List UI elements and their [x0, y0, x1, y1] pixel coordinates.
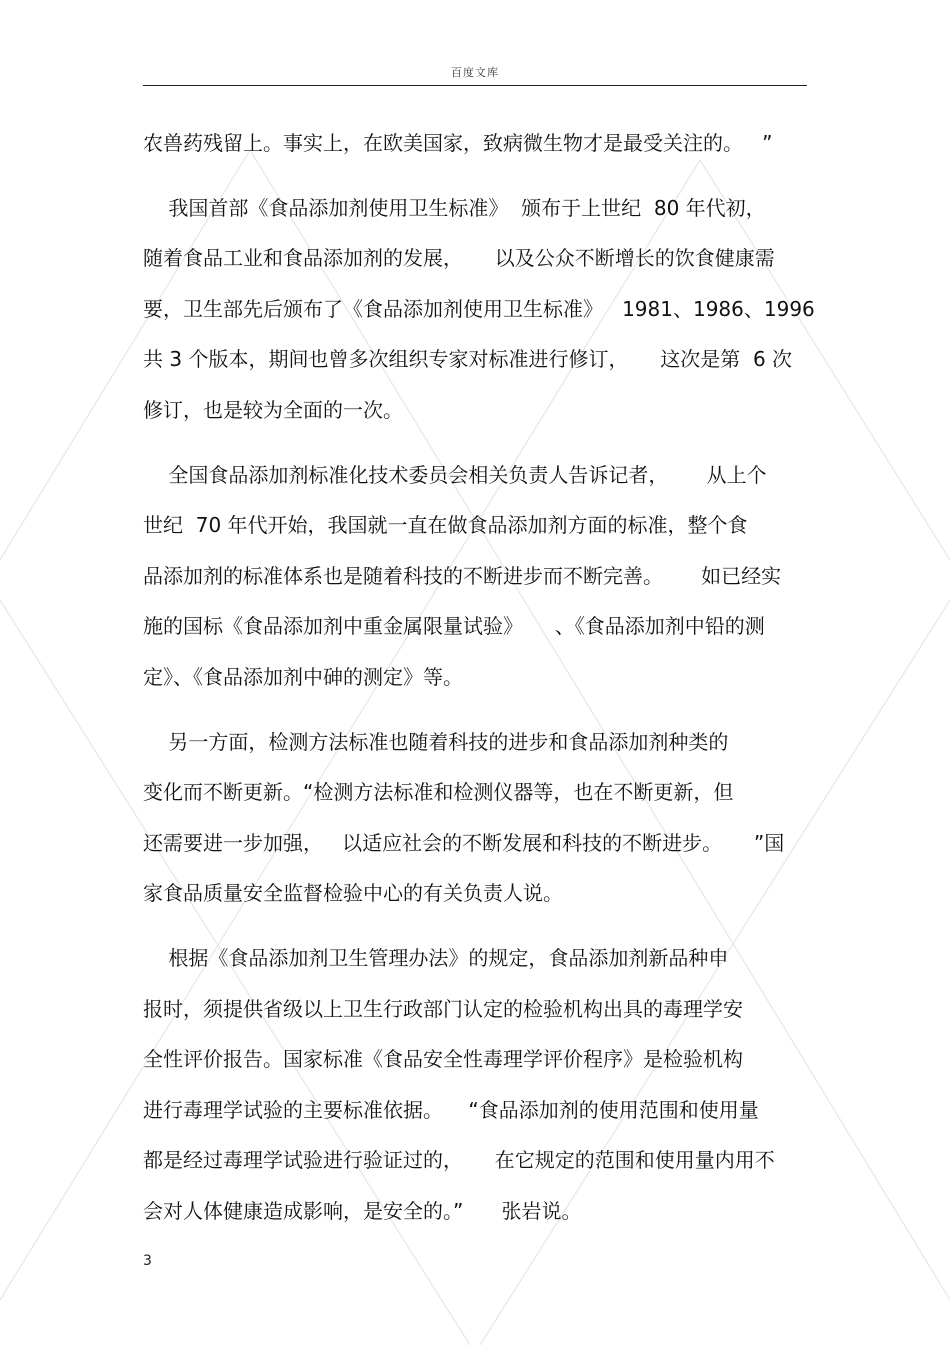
text-line: 根据《食品添加剂卫生管理办法》的规定，食品添加剂新品种申 — [143, 945, 729, 970]
text-line: 报时，须提供省级以上卫生行政部门认定的检验机构出具的毒理学安 — [143, 996, 743, 1021]
paragraph — [143, 933, 807, 1237]
text-line: 共 3 个版本，期间也曾多次组织专家对标准进行修订， 这次是第 6 次 — [143, 347, 793, 372]
text-line: 世纪 70 年代开始，我国就一直在做食品添加剂方面的标准，整个食 — [143, 513, 748, 538]
paragraph — [143, 183, 815, 436]
text-line: 会对人体健康造成影响，是安全的。” 张岩说。 — [143, 1198, 582, 1223]
page-header: 百度文库 — [451, 66, 499, 79]
header-divider — [143, 85, 807, 86]
text-line: 家食品质量安全监督检验中心的有关负责人说。 — [143, 881, 563, 906]
text-line: 进行毒理学试验的主要标准依据。 “食品添加剂的使用范围和使用量 — [143, 1097, 759, 1122]
text-line: 定》、《食品添加剂中砷的测定》等。 — [143, 664, 463, 689]
text-line: 农兽药残留上。事实上，在欧美国家，致病微生物才是最受关注的。 ” — [143, 131, 773, 155]
text-line: 我国首部《食品添加剂使用卫生标准》 颁布于上世纪 80 年代初， — [143, 195, 766, 220]
text-line: 另一方面，检测方法标准也随着科技的进步和食品添加剂种类的 — [143, 729, 729, 754]
paragraph — [143, 717, 807, 919]
text-line: 都是经过毒理学试验进行验证过的， 在它规定的范围和使用量内用不 — [143, 1148, 775, 1173]
text-line: 要，卫生部先后颁布了《食品添加剂使用卫生标准》 1981、1986、1996 — [143, 296, 815, 321]
paragraph — [143, 118, 807, 169]
text-line: 施的国标《食品添加剂中重金属限量试验》 、《食品添加剂中铅的测 — [143, 614, 765, 639]
text-line: 修订，也是较为全面的一次。 — [143, 397, 403, 422]
text-line: 还需要进一步加强， 以适应社会的不断发展和科技的不断进步。 ”国 — [143, 830, 785, 855]
text-line: 品添加剂的标准体系也是随着科技的不断进步而不断完善。 如已经实 — [143, 563, 782, 588]
document-body — [143, 118, 815, 1236]
text-line: 变化而不断更新。“检测方法标准和检测仪器等，也在不断更新，但 — [143, 780, 734, 805]
text-line: 全性评价报告。国家标准《食品安全性毒理学评价程序》是检验机构 — [143, 1047, 743, 1072]
page-number: 3 — [143, 1253, 152, 1269]
paragraph — [143, 450, 807, 703]
text-line: 随着食品工业和食品添加剂的发展， 以及公众不断增长的饮食健康需 — [143, 246, 775, 271]
text-line: 全国食品添加剂标准化技术委员会相关负责人告诉记者， 从上个 — [143, 462, 767, 487]
